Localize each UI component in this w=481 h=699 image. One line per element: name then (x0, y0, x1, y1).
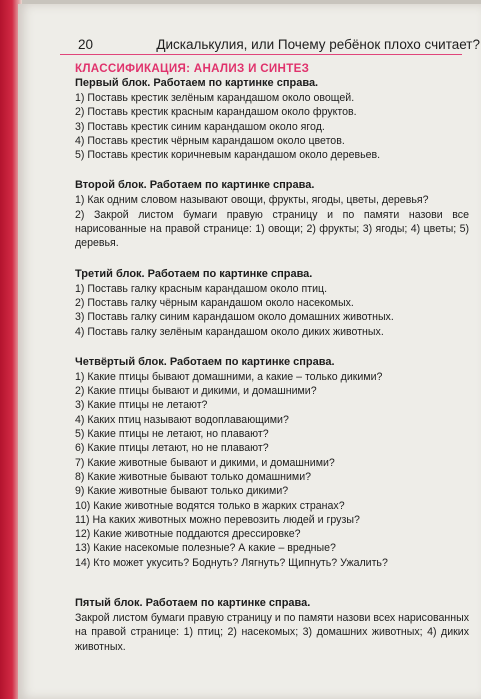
block-3 (75, 267, 469, 339)
page-header (78, 37, 480, 52)
list-item: 2) Поставь галку чёрным карандашом около насекомых. (75, 296, 354, 309)
block-2 (75, 178, 469, 250)
list-item: 12) Какие животные поддаются дрессировке? (75, 528, 301, 541)
list-item: 4) Каких птиц называют водоплавающими? (75, 413, 289, 426)
list-item: 3) Какие птицы не летают? (75, 399, 208, 412)
block-5-title: Пятый блок. Работаем по картинке справа. (75, 597, 311, 610)
block-5 (75, 596, 469, 654)
page-number: 20 (78, 37, 94, 52)
list-item: 10) Какие животные водятся только в жарких странах? (75, 499, 345, 512)
list-item: 2) Поставь крестик красным карандашом около фруктов. (75, 106, 357, 119)
list-item: 13) Какие насекомые полезные? А какие – вредные? (75, 542, 336, 555)
list-item: 14) Кто может укусить? Боднуть? Лягнуть? Щипнуть? Ужалить? (75, 556, 388, 569)
list-item: 7) Какие животные бывают и дикими, и домашними? (75, 456, 335, 469)
list-item: 11) На каких животных можно перевозить людей и грузы? (75, 513, 360, 526)
list-item: 2) Закрой листом бумаги правую страницу и по памяти назови все нарисованные на правой странице: 1) овощи; 2) фрукты; 3) ягоды; 4) цветы; 5) деревья. (75, 208, 469, 250)
list-item: 8) Какие животные бывают только домашними? (75, 470, 312, 483)
block-4 (75, 355, 469, 570)
list-item: 3) Поставь крестик синим карандашом около ягод. (75, 120, 325, 133)
list-item: 9) Какие животные бывают только дикими? (75, 485, 289, 498)
running-title: Дискалькулия, или Почему ребёнок плохо считает? (156, 37, 480, 52)
paragraph: Закрой листом бумаги правую страницу и по памяти назови всех нарисованных на правой странице: 1) птиц; 2) насекомых; 3) домашних животных; 4) диких животных. (75, 612, 469, 653)
list-item: 5) Какие птицы не летают, но плавают? (75, 428, 269, 441)
list-item: 5) Поставь крестик коричневым карандашом около деревьев. (75, 149, 381, 162)
list-item: 4) Поставь крестик чёрным карандашом около цветов. (75, 134, 345, 147)
header-divider (60, 54, 462, 55)
list-item: 3) Поставь галку синим карандашом около домашних животных. (75, 311, 394, 324)
page-content (75, 61, 469, 654)
list-item: 1) Поставь галку красным карандашом около птиц. (75, 282, 328, 295)
section-title: КЛАССИФИКАЦИЯ: АНАЛИЗ И СИНТЕЗ (75, 62, 310, 75)
block-1-title: Первый блок. Работаем по картинке справа. (75, 77, 319, 89)
block-1 (75, 76, 469, 162)
list-item: 4) Поставь галку зелёным карандашом около диких животных. (75, 325, 384, 338)
list-item: 6) Какие птицы летают, но не плавают? (75, 442, 269, 455)
list-item: 1) Какие птицы бывают домашними, а какие – только дикими? (75, 370, 383, 383)
block-2-title: Второй блок. Работаем по картинке справа. (75, 179, 315, 192)
list-item: 1) Как одним словом называют овощи, фрукты, ягоды, цветы, деревья? (75, 194, 429, 207)
block-3-title: Третий блок. Работаем по картинке справа. (75, 267, 313, 280)
list-item: 2) Какие птицы бывают и дикими, и домашними? (75, 385, 317, 398)
block-4-title: Четвёртый блок. Работаем по картинке справа. (75, 355, 335, 368)
list-item: 1) Поставь крестик зелёным карандашом около овощей. (75, 92, 355, 104)
